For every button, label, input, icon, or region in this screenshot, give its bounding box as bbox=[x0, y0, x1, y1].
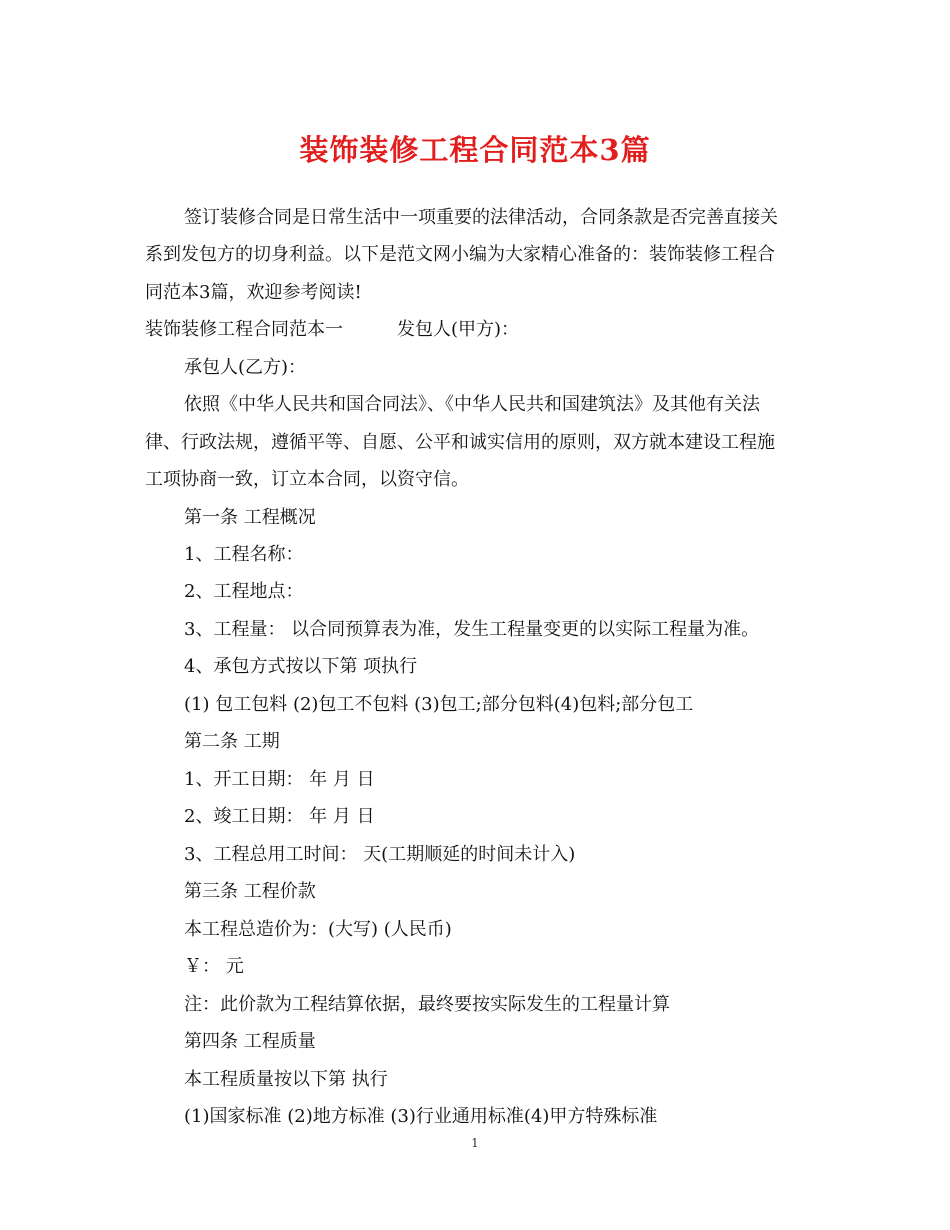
article-3-note: 注：此价款为工程结算依据，最终要按实际发生的工程量计算 bbox=[184, 994, 670, 1015]
article-1-item-2: 2、工程地点： bbox=[184, 581, 304, 602]
contract-heading-line: 装饰装修工程合同范本一 发包人(甲方)： bbox=[145, 319, 520, 340]
intro-line-3: 同范本3篇，欢迎参考阅读! bbox=[145, 282, 362, 303]
article-2-item-1: 1、开工日期： 年 月 日 bbox=[184, 769, 375, 790]
page-number: 1 bbox=[471, 1136, 479, 1150]
intro-line-2: 系到发包方的切身利益。以下是范文网小编为大家精心准备的：装饰装修工程合 bbox=[145, 244, 775, 265]
contractor-line: 承包人(乙方)： bbox=[184, 357, 307, 378]
article-1-options: (1) 包工包料 (2)包工不包料 (3)包工;部分包料(4)包料;部分包工 bbox=[184, 694, 694, 715]
article-3-total-price: 本工程总造价为：(大写) (人民币) bbox=[184, 919, 452, 940]
article-4-options: (1)国家标准 (2)地方标准 (3)行业通用标准(4)甲方特殊标准 bbox=[184, 1106, 658, 1127]
article-3-heading: 第三条 工程价款 bbox=[184, 881, 316, 902]
article-2-item-3: 3、工程总用工时间： 天(工期顺延的时间未计入) bbox=[184, 844, 576, 865]
article-2-item-2: 2、竣工日期： 年 月 日 bbox=[184, 806, 375, 827]
article-4-heading: 第四条 工程质量 bbox=[184, 1031, 316, 1052]
article-1-item-1: 1、工程名称： bbox=[184, 544, 304, 565]
article-1-item-3: 3、工程量： 以合同预算表为准，发生工程量变更的以实际工程量为准。 bbox=[184, 619, 760, 640]
article-2-heading: 第二条 工期 bbox=[184, 731, 280, 752]
basis-line-3: 工项协商一致，订立本合同，以资守信。 bbox=[145, 469, 469, 490]
article-1-item-4: 4、承包方式按以下第 项执行 bbox=[184, 656, 418, 677]
basis-line-2: 律、行政法规，遵循平等、自愿、公平和诚实信用的原则，双方就本建设工程施 bbox=[145, 432, 775, 453]
intro-line-1: 签订装修合同是日常生活中一项重要的法律活动，合同条款是否完善直接关 bbox=[184, 207, 778, 228]
article-4-item: 本工程质量按以下第 执行 bbox=[184, 1069, 388, 1090]
article-3-amount: ￥： 元 bbox=[184, 956, 244, 977]
article-1-heading: 第一条 工程概况 bbox=[184, 507, 316, 528]
document-title: 装饰装修工程合同范本3篇 bbox=[299, 133, 651, 167]
basis-line-1: 依照《中华人民共和国合同法》、《中华人民共和国建筑法》及其他有关法 bbox=[184, 394, 760, 415]
